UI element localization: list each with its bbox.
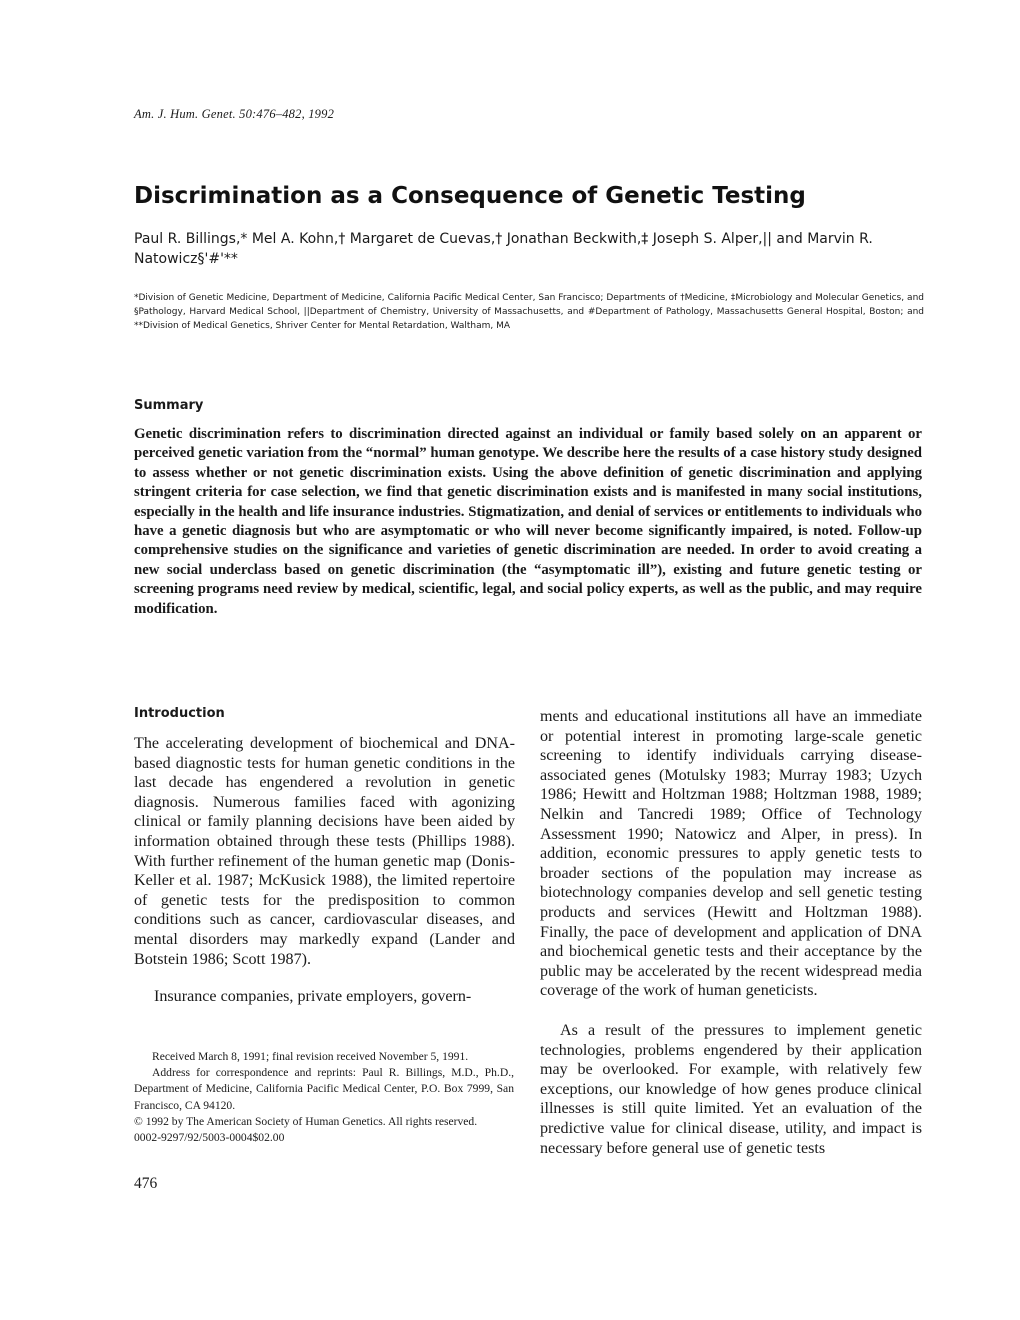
summary-heading: Summary <box>134 398 204 413</box>
author-affiliations: *Division of Genetic Medicine, Department of Medicine, California Pacific Medical Center, San Francisco; Departments of †Medicine, ‡Microbiology and Molecular Genetics, and §Pathology, Harvard Medical School, ||Department of Chemistry, University of Massachusetts, and #Department of Pathology, Massachusetts General Hospital, Boston; and **Division of Medical Genetics, Shriver Center for Mental Retardation, Waltham, MA <box>134 293 924 332</box>
received-dates-footnote: Received March 8, 1991; final revision received November 5, 1991. <box>152 1050 469 1063</box>
correspondence-address-footnote: Address for correspondence and reprints: Paul R. Billings, M.D., Ph.D., Department of Medicine, California Pacific Medical Center, P.O. Box 7999, San Francisco, CA 94120. <box>134 1066 514 1112</box>
author-list: Paul R. Billings,* Mel A. Kohn,† Margaret de Cuevas,† Jonathan Beckwith,‡ Joseph S. Alper,|| and Marvin R. Natowicz§'#'** <box>134 231 873 267</box>
page-number: 476 <box>134 1175 158 1192</box>
journal-citation: Am. J. Hum. Genet. 50:476–482, 1992 <box>134 107 335 121</box>
introduction-heading: Introduction <box>134 706 225 721</box>
introduction-paragraph: Insurance companies, private employers, govern- <box>154 988 472 1005</box>
article-title: Discrimination as a Consequence of Genetic Testing <box>134 183 806 209</box>
body-paragraph: ments and educational institutions all have an immediate or potential interest in promoting large-scale genetic screening to identify individuals carrying disease-associated genes (Motulsky 1983; Murray 1983; Uzych 1986; Hewitt and Holtzman 1988; Holtzman 1988, 1989; Nelkin and Tancredi 1989; Office of Technology Assessment 1990; Natowicz and Alper, in press). In addition, economic pressures to apply genetic tests to broader sections of the population may increase as biotechnology companies develop and sell genetic testing products and services (Hewitt and Holtzman 1988). Finally, the pace of development and application of DNA and biochemical genetic tests and their acceptance by the public may be accelerated by the recent widespread media coverage of the work of human geneticists. <box>540 708 922 1000</box>
issn-code: 0002-9297/92/5003-0004$02.00 <box>134 1131 285 1145</box>
copyright-notice: © 1992 by The American Society of Human Genetics. All rights reserved. <box>134 1114 478 1128</box>
body-paragraph: As a result of the pressures to implement genetic technologies, problems engendered by their application may be overlooked. For example, with relatively few exceptions, our knowledge of how genes produce clinical illnesses is still quite limited. Yet an evaluation of the predictive value for clinical disease, utility, and impact is necessary before general use of genetic tests <box>540 1022 922 1157</box>
article-footnotes <box>134 1049 514 1146</box>
summary-abstract: Genetic discrimination refers to discrimination directed against an individual or family based solely on an apparent or perceived genetic variation from the “normal” human genotype. We describe here the results of a case history study designed to assess whether or not genetic discrimination exists. Using the above definition of genetic discrimination and applying stringent criteria for case selection, we find that genetic discrimination exists and is manifested in many social institutions, especially in the health and life insurance industries. Stigmatization, and denial of services or entitlements to individuals who have a genetic diagnosis but who are asymptomatic or who will never become significantly impaired, is noted. Follow-up comprehensive studies on the significance and varieties of genetic discrimination are needed. In order to avoid creating a new social underclass based on genetic discrimination (the “asymptomatic ill”), existing and future genetic testing or screening programs need review by medical, scientific, legal, and social policy experts, as well as the public, and may require modification. <box>134 426 922 617</box>
introduction-paragraph: The accelerating development of biochemical and DNA-based diagnostic tests for human genetic conditions in the last decade has engendered a revolution in genetic diagnosis. Numerous families faced with agonizing clinical or family planning decisions have been aided by information obtained through these tests (Phillips 1988). With further refinement of the human genetic map (Donis-Keller et al. 1987; McKusick 1988), the limited repertoire of genetic tests for the predisposition to common conditions such as cancer, cardiovascular diseases, and mental disorders may markedly expand (Lander and Botstein 1986; Scott 1987). <box>134 735 515 968</box>
